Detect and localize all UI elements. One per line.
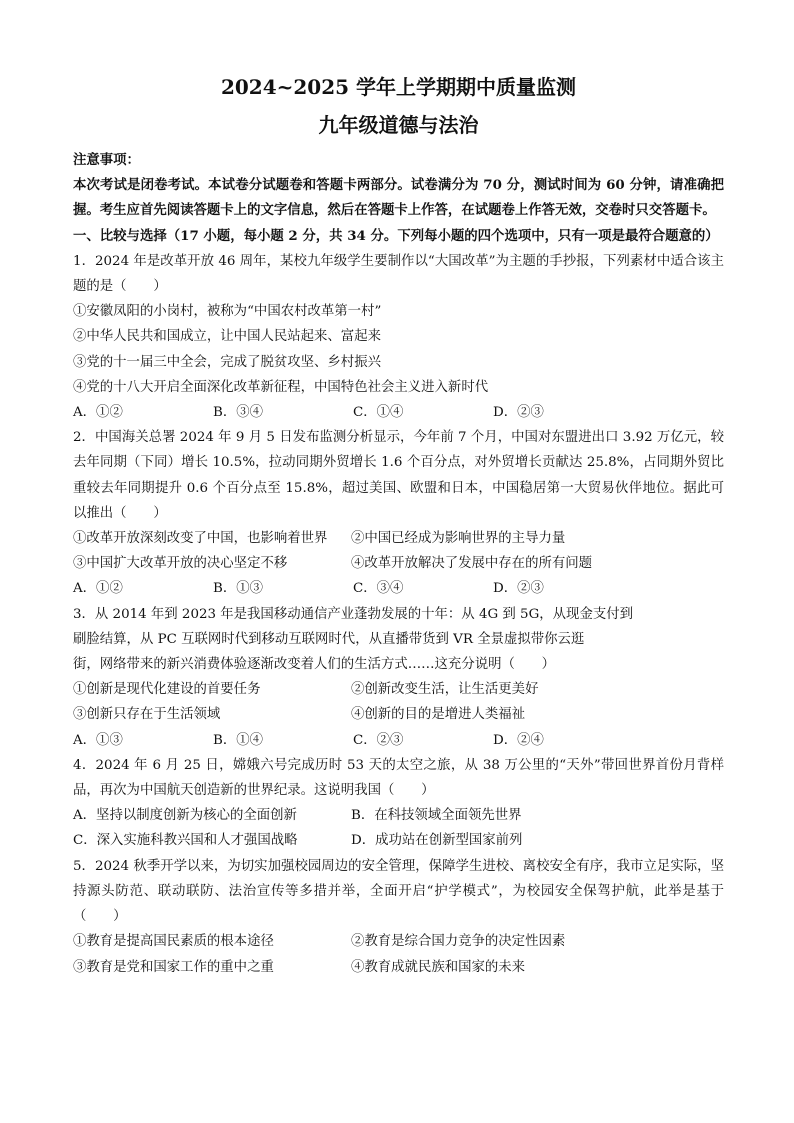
statements-row	[73, 526, 724, 551]
statements-row	[73, 929, 724, 954]
statement: ②创新改变生活，让生活更美好	[351, 682, 539, 698]
statement: ②中国已经成为影响世界的主导力量	[351, 531, 566, 547]
question-stem: 5．2024 秋季开学以来，为切实加强校园周边的安全管理，保障学生进校、离校安全有序，我市立足实际，坚持源头防范、联动联防、法治宣传等多措并举，全面开启“护学模式”，为校园安全保驾护航，此举是基于（ ）	[73, 858, 724, 925]
option-b: B．①③	[213, 581, 264, 597]
statement: ③教育是党和国家工作的重中之重	[73, 959, 274, 975]
option-c: C．③④	[353, 581, 404, 597]
question-5	[73, 854, 724, 980]
option-c: C．②③	[353, 732, 404, 748]
statements-row	[73, 955, 724, 980]
option-b: B．③④	[213, 405, 264, 421]
section-heading: 一、比较与选择（17 小题，每小题 2 分，共 34 分。下列每小题的四个选项中，只有一项是最符合题意的）	[73, 227, 719, 244]
statement: ④创新的目的是增进人类福祉	[351, 707, 526, 723]
options-row	[73, 576, 724, 601]
options-row	[73, 400, 724, 425]
statement: ①改革开放深刻改变了中国，也影响着世界	[73, 531, 328, 547]
exam-title: 2024~2025 学年上学期期中质量监测	[220, 75, 577, 99]
option-b: B．①④	[213, 732, 264, 748]
statement: ④改革开放解决了发展中存在的所有问题	[351, 556, 593, 572]
statements-row	[73, 702, 724, 727]
option-d: D．②③	[493, 405, 544, 421]
option-c: C．①④	[353, 405, 404, 421]
question-stem-line: 街，网络带来的新兴消费体验逐渐改变着人们的生活方式……这充分说明（ ）	[73, 657, 556, 673]
question-1	[73, 249, 724, 425]
statement: ①教育是提高国民素质的根本途径	[73, 934, 274, 950]
question-stem-line: 3．从 2014 年到 2023 年是我国移动通信产业蓬勃发展的十年：从 4G 到 5G，从现金支付到	[73, 606, 634, 622]
statement: ③创新只存在于生活领域	[73, 707, 221, 723]
options-row	[73, 728, 724, 753]
question-4	[73, 753, 724, 854]
statement: ①安徽凤阳的小岗村，被称为“中国农村改革第一村”	[73, 304, 382, 320]
notes-body: 本次考试是闭卷考试。本试卷分试题卷和答题卡两部分。试卷满分为 70 分，测试时间为 60 分钟，请准确把握。考生应首先阅读答题卡上的文字信息，然后在答题卡上作答，在试题卷上作答无效，交卷时只交答题卡。	[73, 177, 724, 219]
question-stem: 2．中国海关总署 2024 年 9 月 5 日发布监测分析显示，今年前 7 个月，中国对东盟进出口 3.92 万亿元，较去年同期（下同）增长 10.5%，拉动同期外贸增长 1.6 个百分点，对外贸增长贡献达 25.8%，占同期外贸比重较去年同期提升 0.6 个百分点至 15.8%，超过美国、欧盟和日本，中国稳居第一大贸易伙伴地位。据此可以推出（ ）	[73, 430, 724, 521]
statement: ③中国扩大改革开放的决心坚定不移	[73, 556, 288, 572]
option-d: D．②④	[493, 732, 544, 748]
statement: ②中华人民共和国成立，让中国人民站起来、富起来	[73, 329, 381, 345]
question-2	[73, 425, 724, 601]
exam-subtitle: 九年级道德与法治	[318, 113, 479, 137]
question-stem-line: 刷脸结算，从 PC 互联网时代到移动互联网时代，从直播带货到 VR 全景虚拟带你云逛	[73, 631, 585, 647]
statement: ③党的十一届三中全会，完成了脱贫攻坚、乡村振兴	[73, 354, 381, 370]
option-d: D．成功站在创新型国家前列	[351, 833, 523, 849]
statement: ②教育是综合国力竞争的决定性因素	[351, 934, 566, 950]
question-3	[73, 602, 724, 753]
option-b: B．在科技领域全面领先世界	[351, 808, 522, 824]
option-a: A．①③	[73, 732, 123, 748]
option-c: C．深入实施科教兴国和人才强国战略	[73, 833, 298, 849]
options-row	[73, 828, 724, 853]
statement: ④教育成就民族和国家的未来	[351, 959, 526, 975]
statement: ④党的十八大开启全面深化改革新征程，中国特色社会主义进入新时代	[73, 379, 489, 395]
statements-row	[73, 677, 724, 702]
option-a: A．坚持以制度创新为核心的全面创新	[73, 808, 297, 824]
question-stem: 1．2024 年是改革开放 46 周年，某校九年级学生要制作以“大国改革”为主题的手抄报，下列素材中适合该主题的是（ ）	[73, 253, 724, 295]
statements-row	[73, 551, 724, 576]
options-row	[73, 803, 724, 828]
question-stem: 4．2024 年 6 月 25 日，嫦娥六号完成历时 53 天的太空之旅，从 38 万公里的“天外”带回世界首份月背样品，再次为中国航天创造新的世界纪录。这说明我国（ ）	[73, 757, 724, 799]
option-d: D．②③	[493, 581, 544, 597]
statement: ①创新是现代化建设的首要任务	[73, 682, 261, 698]
notes-heading: 注意事项：	[73, 152, 140, 168]
option-a: A．①②	[73, 405, 123, 421]
option-a: A．①②	[73, 581, 123, 597]
